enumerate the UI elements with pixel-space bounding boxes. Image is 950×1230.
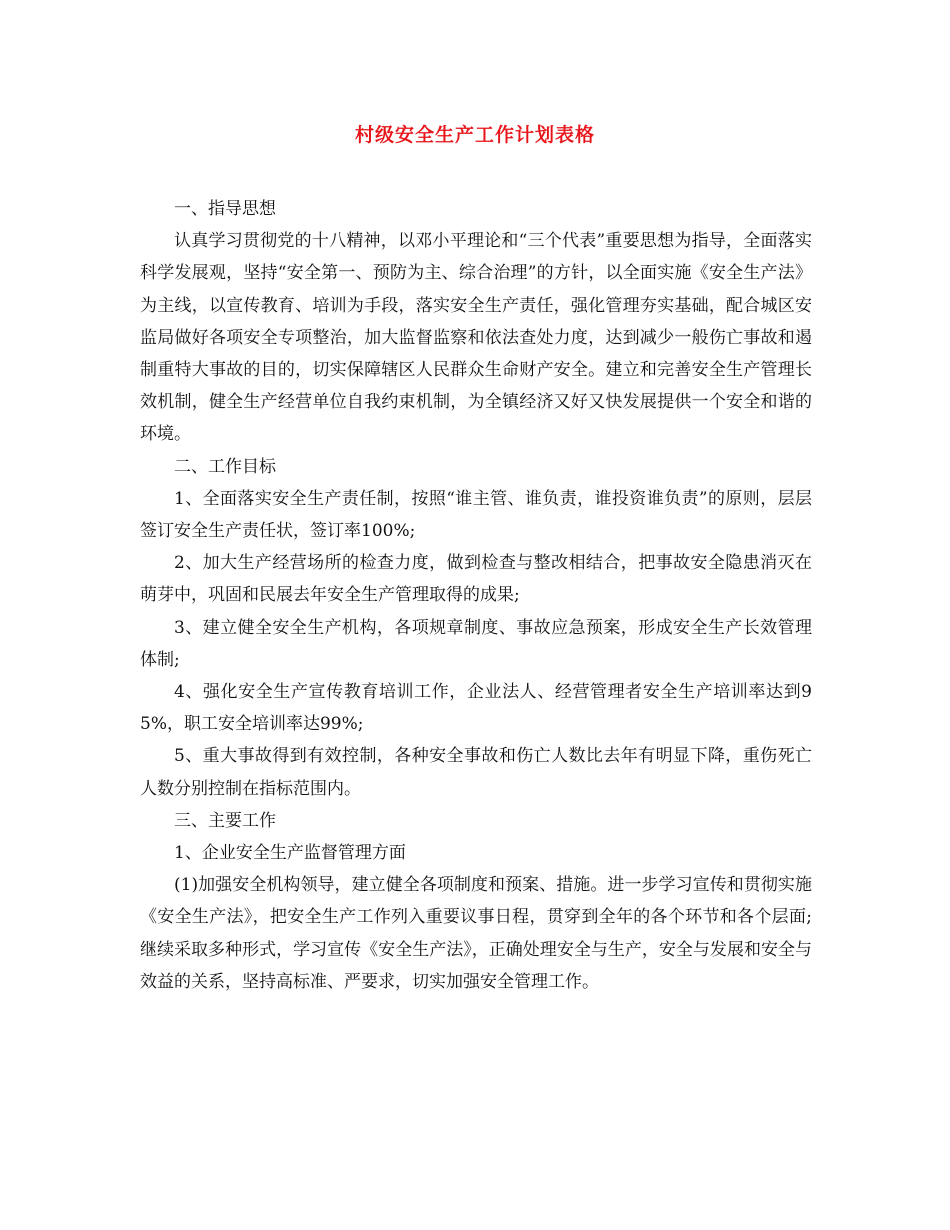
- subsection-heading-enterprise-supervision: 1、企业安全生产监督管理方面: [174, 843, 406, 864]
- section-heading-guiding-ideology: 一、指导思想: [174, 199, 276, 219]
- document-title: 村级安全生产工作计划表格: [354, 124, 595, 146]
- section-heading-main-work: 三、主要工作: [174, 810, 276, 831]
- paragraph-enterprise-supervision-1: (1)加强安全机构领导，建立健全各项制度和预案、措施。进一步学习宣传和贯彻实施《安全生产法》，把安全生产工作列入重要议事日程，贯穿到全年的各个环节和各个层面;继续采取多种形式，学习宣传《安全生产法》，正确处理安全与生产，安全与发展和安全与效益的关系，坚持高标准、严要求，切实加强安全管理工作。: [140, 875, 812, 992]
- goal-item-1: 1、全面落实安全生产责任制，按照“谁主管、谁负责，谁投资谁负责”的原则，层层签订安全生产责任状，签订率100%;: [140, 488, 812, 542]
- section-heading-work-goals: 二、工作目标: [174, 456, 276, 477]
- goal-item-3: 3、建立健全安全生产机构，各项规章制度、事故应急预案，形成安全生产长效管理体制;: [140, 617, 812, 670]
- goal-item-5: 5、重大事故得到有效控制，各种安全事故和伤亡人数比去年有明显下降，重伤死亡人数分别控制在指标范围内。: [140, 746, 812, 799]
- paragraph-guiding-ideology: 认真学习贯彻党的十八精神，以邓小平理论和“三个代表”重要思想为指导，全面落实科学发展观，坚持“安全第一、预防为主、综合治理”的方针，以全面实施《安全生产法》为主线，以宣传教育、培训为手段，落实安全生产责任，强化管理夯实基础，配合城区安监局做好各项安全专项整治，加大监督监察和依法查处力度，达到减少一般伤亡事故和遏制重特大事故的目的，切实保障辖区人民群众生命财产安全。建立和完善安全生产管理长效机制，健全生产经营单位自我约束机制，为全镇经济又好又快发展提供一个安全和谐的环境。: [140, 231, 812, 445]
- goal-item-2: 2、加大生产经营场所的检查力度，做到检查与整改相结合，把事故安全隐患消灭在萌芽中，巩固和民展去年安全生产管理取得的成果;: [140, 553, 812, 606]
- goal-item-4: 4、强化安全生产宣传教育培训工作，企业法人、经营管理者安全生产培训率达到95%，职工安全培训率达99%;: [140, 682, 812, 735]
- document-body: [140, 193, 812, 998]
